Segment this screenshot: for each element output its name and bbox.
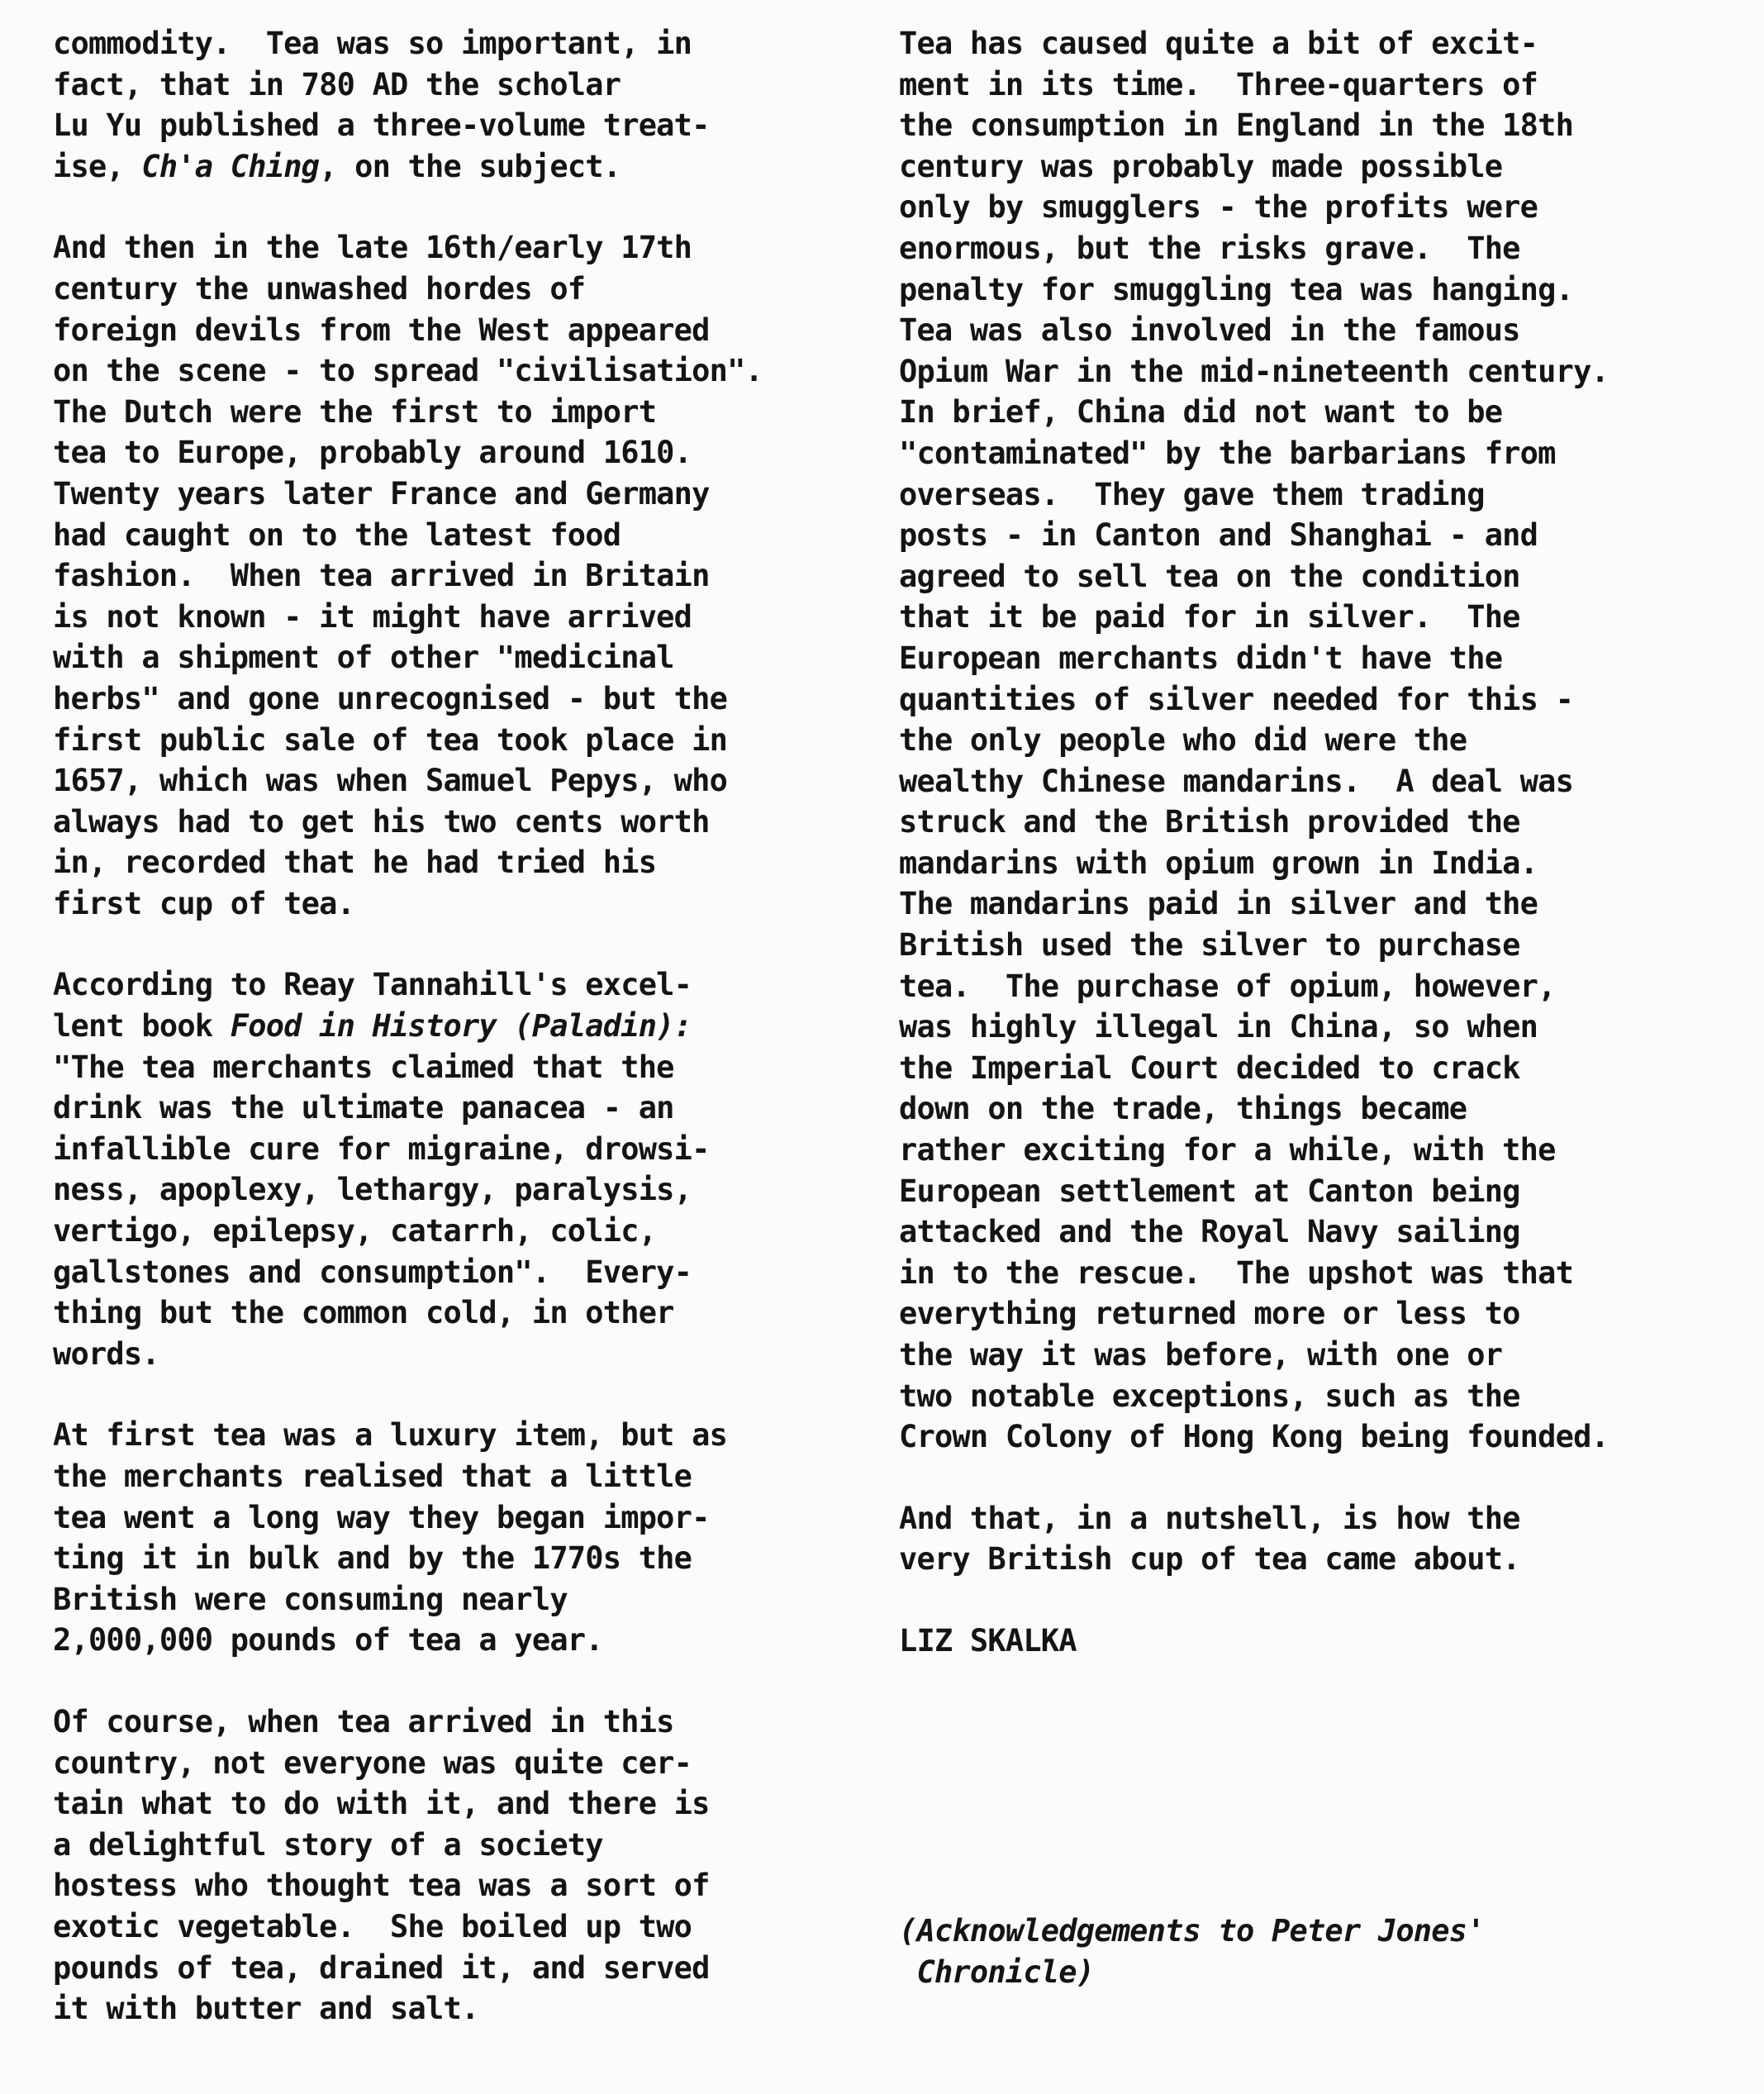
- text-line: words.: [53, 1335, 159, 1372]
- text-line: wealthy Chinese mandarins. A deal was: [899, 763, 1574, 799]
- text-line: the way it was before, with one or: [899, 1337, 1503, 1373]
- text-line: with a shipment of other "medicinal: [53, 640, 674, 676]
- text-line: European settlement at Canton being: [899, 1173, 1520, 1209]
- text-line: exotic vegetable. She boiled up two: [53, 1908, 692, 1944]
- text-line: "contaminated" by the barbarians from: [899, 435, 1556, 471]
- text-line: that it be paid for in silver. The: [899, 599, 1520, 635]
- text-line: European merchants didn't have the: [899, 640, 1503, 676]
- text-line: Of course, when tea arrived in this: [53, 1703, 674, 1739]
- acknowledgement-line: Chronicle): [899, 1954, 1095, 1990]
- text-line: only by smugglers - the profits were: [899, 189, 1538, 226]
- right-column: [899, 23, 1733, 1662]
- text-line: And that, in a nutshell, is how the: [899, 1500, 1520, 1536]
- text-line: Twenty years later France and Germany: [53, 475, 710, 512]
- text-line: According to Reay Tannahill's excel-: [53, 967, 692, 1003]
- text-line: on the scene - to spread "civilisation".: [53, 353, 763, 389]
- text-line: And then in the late 16th/early 17th: [53, 230, 692, 266]
- text-line: had caught on to the latest food: [53, 516, 621, 553]
- text-line: Opium War in the mid-nineteenth century.: [899, 353, 1609, 389]
- text-line: The mandarins paid in silver and the: [899, 886, 1538, 922]
- text-line: pounds of tea, drained it, and served: [53, 1949, 710, 1986]
- text-line: tea to Europe, probably around 1610.: [53, 435, 692, 471]
- text-line: Tea was also involved in the famous: [899, 312, 1520, 349]
- text-line: century the unwashed hordes of: [53, 270, 586, 307]
- text-line: drink was the ultimate panacea - an: [53, 1090, 674, 1126]
- text-line: Lu Yu published a three-volume treat-: [53, 107, 710, 144]
- text-line: British were consuming nearly: [53, 1581, 568, 1617]
- text-line: ting it in bulk and by the 1770s the: [53, 1540, 692, 1577]
- left-column: [53, 23, 871, 2070]
- text-line: everything returned more or less to: [899, 1296, 1520, 1332]
- text-line: country, not everyone was quite cer-: [53, 1744, 692, 1781]
- text-line: struck and the British provided the: [899, 804, 1520, 840]
- text-line: the only people who did were the: [899, 722, 1467, 759]
- author-signature: [899, 1620, 1733, 1662]
- text-line: lent book Food in History (Paladin):: [53, 1008, 692, 1045]
- text-line: overseas. They gave them trading: [899, 476, 1485, 512]
- text-line: fashion. When tea arrived in Britain: [53, 558, 710, 594]
- text-line: is not known - it might have arrived: [53, 598, 692, 635]
- text-line: the Imperial Court decided to crack: [899, 1049, 1520, 1086]
- text-line: penalty for smuggling tea was hanging.: [899, 271, 1574, 307]
- text-line: posts - in Canton and Shanghai - and: [899, 517, 1538, 554]
- text-line: tea went a long way they began impor-: [53, 1499, 710, 1535]
- text-line: the merchants realised that a little: [53, 1459, 692, 1494]
- paragraph-society-hostess: [53, 1701, 871, 2030]
- text-line: herbs" and gone unrecognised - but the: [53, 680, 728, 716]
- text-line: first cup of tea.: [53, 885, 355, 921]
- text-line: fact, that in 780 AD the scholar: [53, 66, 621, 102]
- text-line: very British cup of tea came about.: [899, 1541, 1520, 1578]
- text-line: attacked and the Royal Navy sailing: [899, 1214, 1520, 1250]
- text-line: Tea has caused quite a bit of excit-: [899, 26, 1538, 61]
- text-line: the consumption in England in the 18th: [899, 107, 1574, 144]
- text-line: "The tea merchants claimed that the: [53, 1049, 674, 1085]
- text-line: gallstones and consumption". Every-: [53, 1254, 692, 1290]
- text-line: British used the silver to purchase: [899, 927, 1520, 964]
- text-line: tea. The purchase of opium, however,: [899, 968, 1556, 1004]
- text-line: ise, Ch'a Ching, on the subject.: [53, 148, 621, 184]
- text-line: hostess who thought tea was a sort of: [53, 1868, 710, 1904]
- text-line: century was probably made possible: [899, 148, 1503, 184]
- text-line: tain what to do with it, and there is: [53, 1786, 710, 1822]
- text-line: In brief, China did not want to be: [899, 394, 1503, 431]
- text-line: two notable exceptions, such as the: [899, 1378, 1520, 1414]
- text-line: a delightful story of a society: [53, 1826, 603, 1863]
- paragraph-opium-war: [899, 23, 1733, 1458]
- text-line: down on the trade, things became: [899, 1091, 1467, 1127]
- text-line: in to the rescue. The upshot was that: [899, 1254, 1574, 1291]
- text-line: infallible cure for migraine, drowsi-: [53, 1130, 710, 1167]
- text-line: agreed to sell tea on the condition: [899, 558, 1520, 594]
- text-line: ment in its time. Three-quarters of: [899, 66, 1538, 102]
- text-line: At first tea was a luxury item, but as: [53, 1417, 728, 1454]
- acknowledgement-note: [899, 1911, 1733, 1992]
- text-line: foreign devils from the West appeared: [53, 312, 710, 348]
- text-line: Crown Colony of Hong Kong being founded.: [899, 1419, 1609, 1455]
- text-line: was highly illegal in China, so when: [899, 1009, 1538, 1045]
- paragraph-cha-ching: [53, 23, 871, 187]
- text-line: rather exciting for a while, with the: [899, 1132, 1556, 1168]
- paragraph-luxury-item: [53, 1415, 871, 1661]
- text-line: always had to get his two cents worth: [53, 803, 710, 840]
- paragraph-west-arrival: [53, 227, 871, 924]
- text-line: thing but the common cold, in other: [53, 1295, 674, 1331]
- text-line: mandarins with opium grown in India.: [899, 845, 1538, 881]
- author-name: LIZ SKALKA: [899, 1622, 1077, 1659]
- paragraph-nutshell: [899, 1498, 1733, 1580]
- text-line: enormous, but the risks grave. The: [899, 230, 1520, 266]
- text-line: The Dutch were the first to import: [53, 393, 657, 430]
- text-line: first public sale of tea took place in: [53, 721, 728, 758]
- text-line: vertigo, epilepsy, catarrh, colic,: [53, 1213, 657, 1249]
- acknowledgement-line: (Acknowledgements to Peter Jones': [899, 1913, 1485, 1949]
- text-line: in, recorded that he had tried his: [53, 845, 657, 881]
- text-line: quantities of silver needed for this -: [899, 681, 1574, 717]
- text-line: ness, apoplexy, lethargy, paralysis,: [53, 1172, 692, 1208]
- text-line: 2,000,000 pounds of tea a year.: [53, 1622, 603, 1659]
- text-line: commodity. Tea was so important, in: [53, 26, 692, 61]
- text-line: 1657, which was when Samuel Pepys, who: [53, 763, 728, 799]
- paragraph-tannahill-quote: [53, 964, 871, 1374]
- text-line: it with butter and salt.: [53, 1991, 479, 2027]
